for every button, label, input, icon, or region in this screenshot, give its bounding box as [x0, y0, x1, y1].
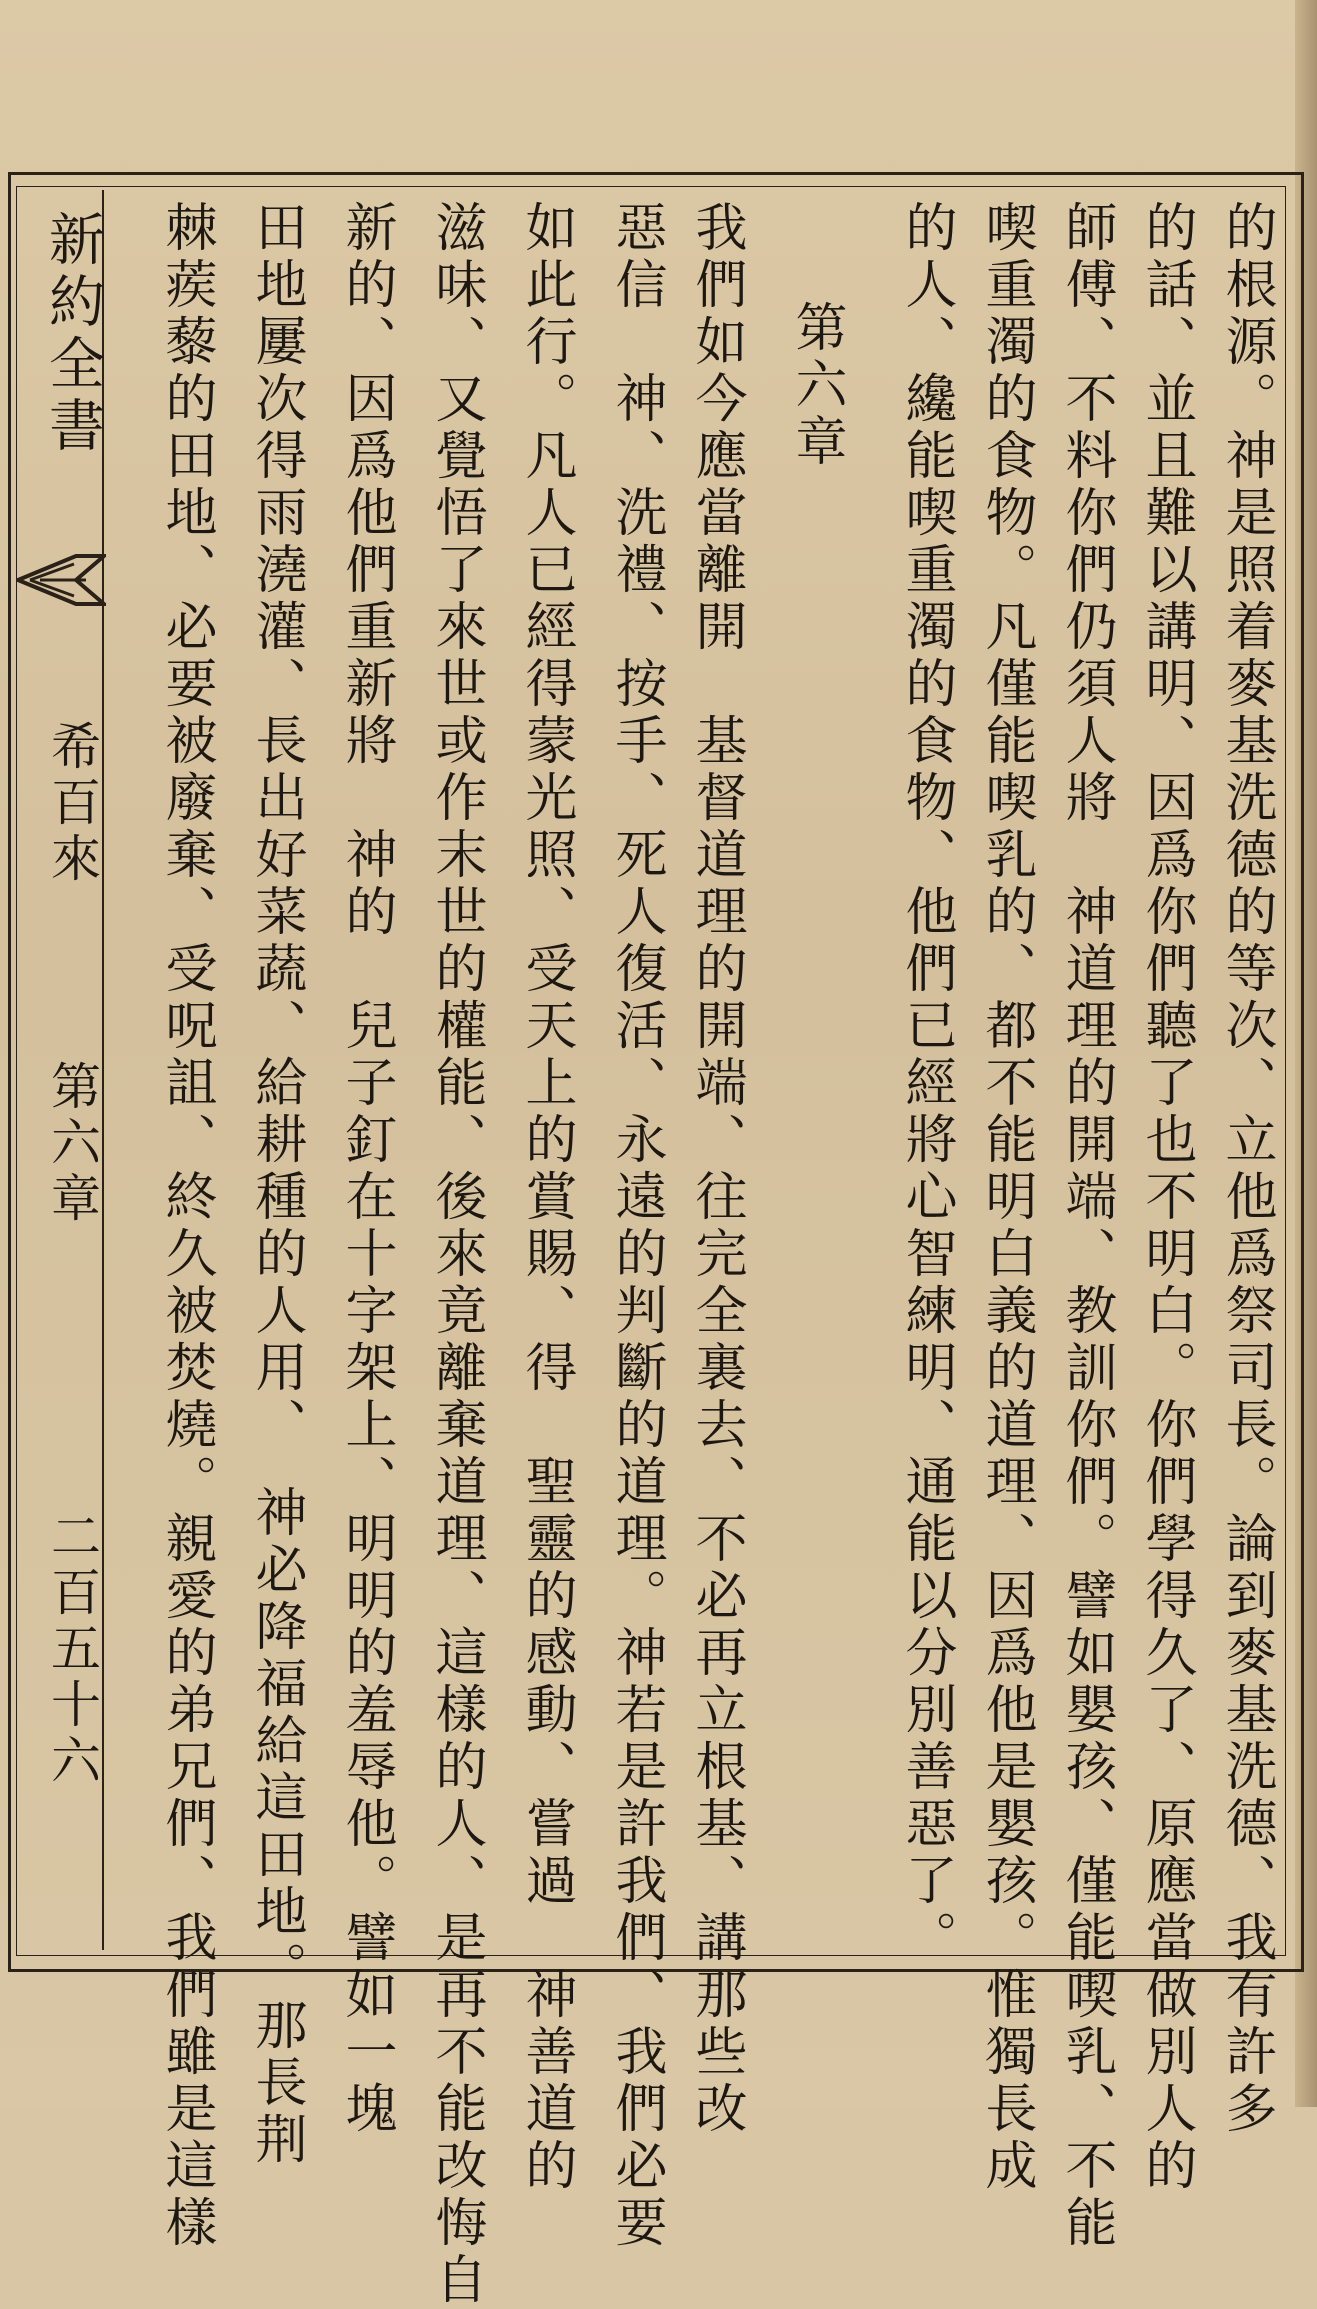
chapter-heading: 第六章 [786, 300, 846, 471]
text-column: 的話、並且難以講明、因爲你們聽了也不明白。你們學得久了、原應當做別人的 [1136, 200, 1196, 2195]
page-number: 二百五十六 [43, 1510, 101, 1790]
text-column: 新的、因爲他們重新將 神的 兒子釘在十字架上、明明的羞辱他。譬如一塊 [336, 200, 396, 2138]
text-column: 如此行。凡人已經得蒙光照、受天上的賞賜、得 聖靈的感動、嘗過 神善道的 [516, 200, 576, 2195]
text-column: 滋味、又覺悟了來世或作末世的權能、後來竟離棄道理、這樣的人、是再不能改悔自 [426, 200, 486, 2309]
text-column: 師傅、不料你們仍須人將 神道理的開端、教訓你們。譬如嬰孩、僅能喫乳、不能 [1056, 200, 1116, 2252]
text-column: 田地屢次得雨澆灌、長出好菜蔬、給耕種的人用、 神必降福給這田地。那長荆 [246, 200, 306, 2169]
text-column: 的人、纔能喫重濁的食物、他們已經將心智練明、通能以分別善惡了。 [896, 200, 956, 1967]
text-column: 的根源。神是照着麥基洗德的等次、立他爲祭司長。論到麥基洗德、我有許多 [1216, 200, 1276, 2138]
book-title: 新約全書 [40, 210, 105, 458]
book-name: 希百來 [43, 720, 101, 888]
text-column: 喫重濁的食物。凡僅能喫乳的、都不能明白義的道理、因爲他是嬰孩。惟獨長成 [976, 200, 1036, 2195]
text-column: 惡信 神、洗禮、按手、死人復活、永遠的判斷的道理。神若是許我們、我們必要 [606, 200, 666, 2252]
margin-column [22, 190, 104, 1950]
text-column: 棘蒺藜的田地、必要被廢棄、受呪詛、終久被焚燒。親愛的弟兄們、我們雖是這樣 [156, 200, 216, 2252]
fish-tail-mark-icon [16, 550, 106, 610]
text-column: 我們如今應當離開 基督道理的開端、往完全裏去、不必再立根基、講那些改 [686, 200, 746, 2138]
chapter-label: 第六章 [43, 1060, 101, 1228]
